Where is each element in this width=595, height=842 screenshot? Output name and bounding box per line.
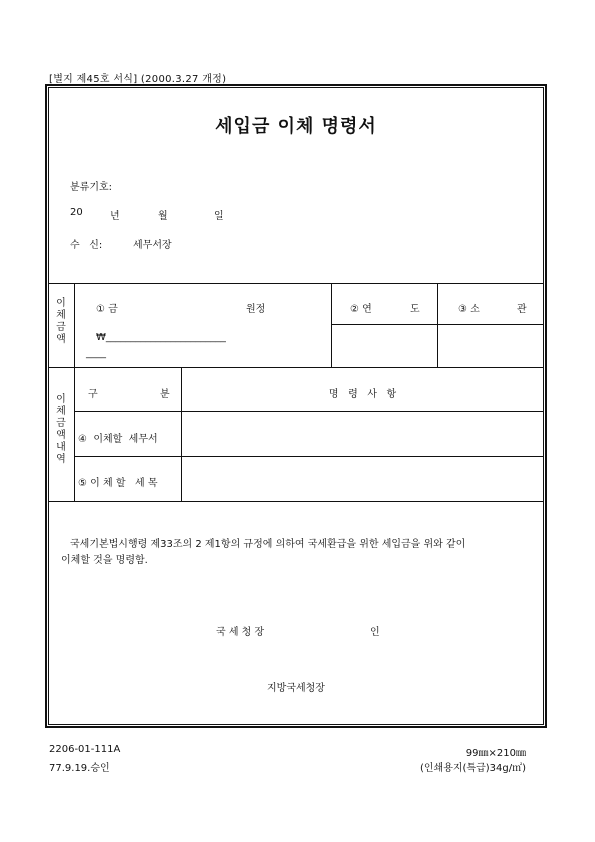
form-header: [별지 제45호 서식] (2000.3.27 개정)	[49, 74, 227, 85]
grid-line	[48, 283, 544, 284]
grid-line	[74, 411, 544, 412]
document-title: 세입금 이체 명령서	[215, 116, 377, 137]
grid-line	[48, 367, 544, 368]
won-line-continued: ____	[86, 348, 106, 359]
row-transfer-office: ④ 이체할 세무서	[78, 434, 158, 445]
detail-side-label: 이체금액내역	[56, 394, 66, 465]
body-text-line-1: 국세기본법시행령 제33조의 2 제1항의 규정에 의하여 국세환급을 위한 세입금을 위와 같이	[70, 539, 466, 550]
grid-line	[331, 283, 332, 367]
signer-title: 국 세 청 장	[216, 627, 265, 638]
date-day-label: 일	[214, 211, 224, 222]
office-label: ③ 소	[458, 304, 480, 315]
paper-size: 99㎜×210㎜	[465, 748, 526, 759]
office-suffix: 관	[517, 304, 527, 315]
grid-line	[74, 456, 544, 457]
order-header: 명 령 사 항	[328, 389, 397, 400]
seal-mark: 인	[370, 627, 380, 638]
amount-unit: 원정	[246, 304, 266, 315]
grid-line	[48, 501, 544, 502]
amount-label: ① 금	[96, 304, 118, 315]
grid-line	[74, 283, 75, 501]
date-year-label: 년	[110, 211, 120, 222]
year-suffix: 도	[410, 304, 420, 315]
approval-date: 77.9.19.승인	[49, 763, 110, 774]
recipient-value: 세무서장	[133, 240, 172, 251]
category-header-suffix: 분	[160, 389, 170, 400]
paper-spec: (인쇄용지(특급)34g/㎡)	[419, 763, 526, 774]
date-month-label: 월	[158, 211, 168, 222]
issuing-office: 지방국세청장	[267, 683, 325, 694]
amount-side-label: 이체금액	[56, 298, 66, 345]
date-prefix: 20	[70, 207, 83, 218]
category-header: 구	[88, 389, 98, 400]
year-label: ② 연	[350, 304, 372, 315]
row-transfer-tax-item: ⑤ 이 체 할 세 목	[78, 478, 158, 489]
form-code: 2206-01-111A	[49, 744, 121, 755]
form-frame-inner	[48, 87, 544, 725]
body-text-line-2: 이체할 것을 명령함.	[61, 555, 148, 566]
classification-label: 분류기호:	[70, 182, 113, 193]
won-line: ₩________________________	[96, 332, 226, 343]
recipient-label: 수 신:	[70, 240, 103, 251]
grid-line	[437, 283, 438, 367]
